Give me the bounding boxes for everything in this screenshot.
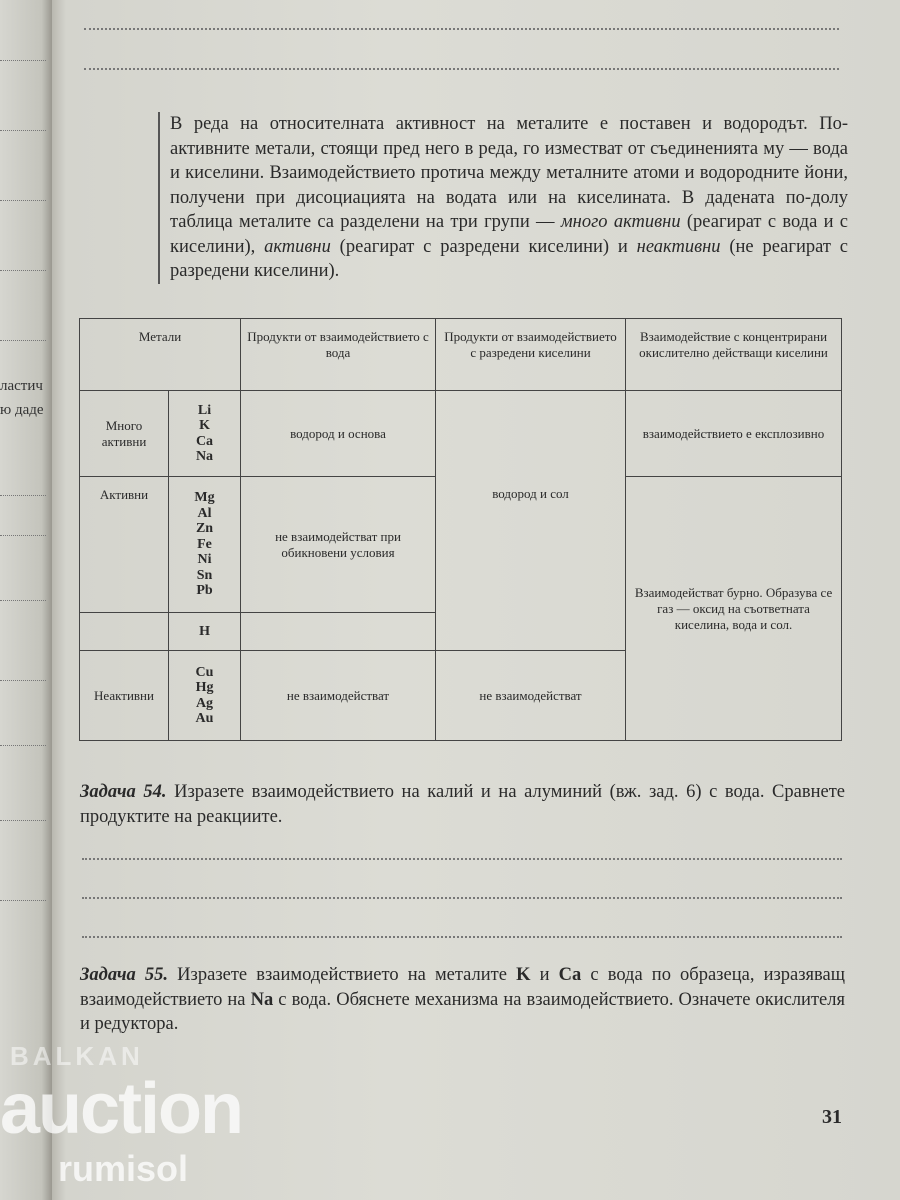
term-very-active: много активни	[560, 212, 681, 232]
dotted-line	[0, 745, 46, 746]
hydrogen: H	[169, 613, 241, 651]
dotted-line	[0, 130, 46, 131]
dotted-line	[0, 270, 46, 271]
symbol-k: K	[516, 965, 531, 985]
task-text: Изразете взаимодействието на металите	[168, 965, 517, 985]
task-text: Изразете взаимодействието на калий и на алуминий (вж. зад. 6) с вода. Сравнете продуктите на реакциите.	[80, 782, 845, 827]
page-number: 31	[822, 1106, 842, 1128]
metals-inactive: Cu Hg Ag Au	[169, 651, 241, 741]
dotted-line	[0, 60, 46, 61]
task-55	[80, 963, 845, 1037]
dilute-inactive: не взаимодействат	[436, 651, 626, 741]
header-oxidizing-acids: Взаимодействие с концентрирани окислително действащи киселини	[626, 319, 842, 391]
intro-paragraph	[158, 112, 848, 284]
metals-very-active: Li K Ca Na	[169, 391, 241, 477]
intro-text: (реагират с разредени киселини) и	[330, 236, 637, 257]
answer-line	[84, 68, 839, 70]
dotted-line	[0, 600, 46, 601]
intro-text: В реда на относителната активност на металите е поставен и водородът. По-активните метали, стоящи пред него в реда, го изместват от съединенията му — вода и киселини. Взаимодействието протича между металните атоми и водородните йони, получени при дисоциацията на водата или на киселината. В дадената по-долу таблица металите са разделени на три групи —	[170, 114, 848, 232]
water-hydrogen-empty	[241, 613, 436, 651]
group-active: Активни	[80, 477, 169, 613]
water-active: не взаимодействат при обикновени условия	[241, 477, 436, 613]
symbol-ca: Ca	[558, 965, 582, 985]
group-very-active: Много активни	[80, 391, 169, 477]
watermark-line2: auction	[0, 1069, 243, 1149]
header-dilute-acids: Продукти от взаимодействието с разредени киселини	[436, 319, 626, 391]
dotted-line	[0, 900, 46, 901]
task-label: Задача 54.	[80, 782, 167, 802]
oxidizing-very-active: взаимодействието е експлозивно	[626, 391, 842, 477]
task-label: Задача 55.	[80, 965, 169, 985]
dotted-line	[0, 535, 46, 536]
dilute-active: водород и сол	[436, 391, 626, 651]
header-water: Продукти от взаимодействието с вода	[241, 319, 436, 391]
metals-activity-table	[79, 318, 842, 741]
prev-page-fragment: ластич	[0, 378, 43, 394]
term-active: активни	[264, 236, 331, 257]
answer-line	[84, 28, 839, 30]
task-text: и	[530, 965, 559, 985]
water-very-active: водород и основа	[241, 391, 436, 477]
intro-text: (не реагират с разредени киселини).	[170, 236, 848, 281]
task-text: с вода. Обяснете механизма на взаимодействието. Означете окислителя и редуктора.	[80, 989, 845, 1034]
task-text: с вода по образеца, изразяващ взаимодействието на	[80, 965, 845, 1010]
symbol-na: Na	[250, 989, 274, 1010]
term-inactive: неактивни	[636, 236, 721, 257]
answer-line[interactable]	[82, 936, 842, 938]
dotted-line	[0, 200, 46, 201]
dotted-line	[0, 820, 46, 821]
answer-line[interactable]	[82, 858, 842, 860]
header-metals: Метали	[80, 319, 241, 391]
group-inactive: Неактивни	[80, 651, 169, 741]
metals-active: Mg Al Zn Fe Ni Sn Pb	[169, 477, 241, 613]
oxidizing-active: Взаимодействат бурно. Образува се газ — оксид на съответната киселина, вода и сол.	[626, 477, 842, 741]
dotted-line	[0, 340, 46, 341]
dotted-line	[0, 495, 46, 496]
dotted-line	[0, 680, 46, 681]
prev-page-fragment: ю даде	[0, 402, 44, 418]
previous-page-edge	[0, 0, 52, 1200]
water-inactive: не взаимодействат	[241, 651, 436, 741]
intro-text: (реагират с вода и с киселини),	[170, 212, 848, 257]
book-page	[52, 0, 900, 1200]
watermark-line1: BALKAN	[10, 1041, 144, 1071]
answer-line[interactable]	[82, 897, 842, 899]
group-hydrogen-empty	[80, 613, 169, 651]
watermark-line3: rumisol	[58, 1148, 189, 1189]
task-54	[80, 780, 845, 829]
